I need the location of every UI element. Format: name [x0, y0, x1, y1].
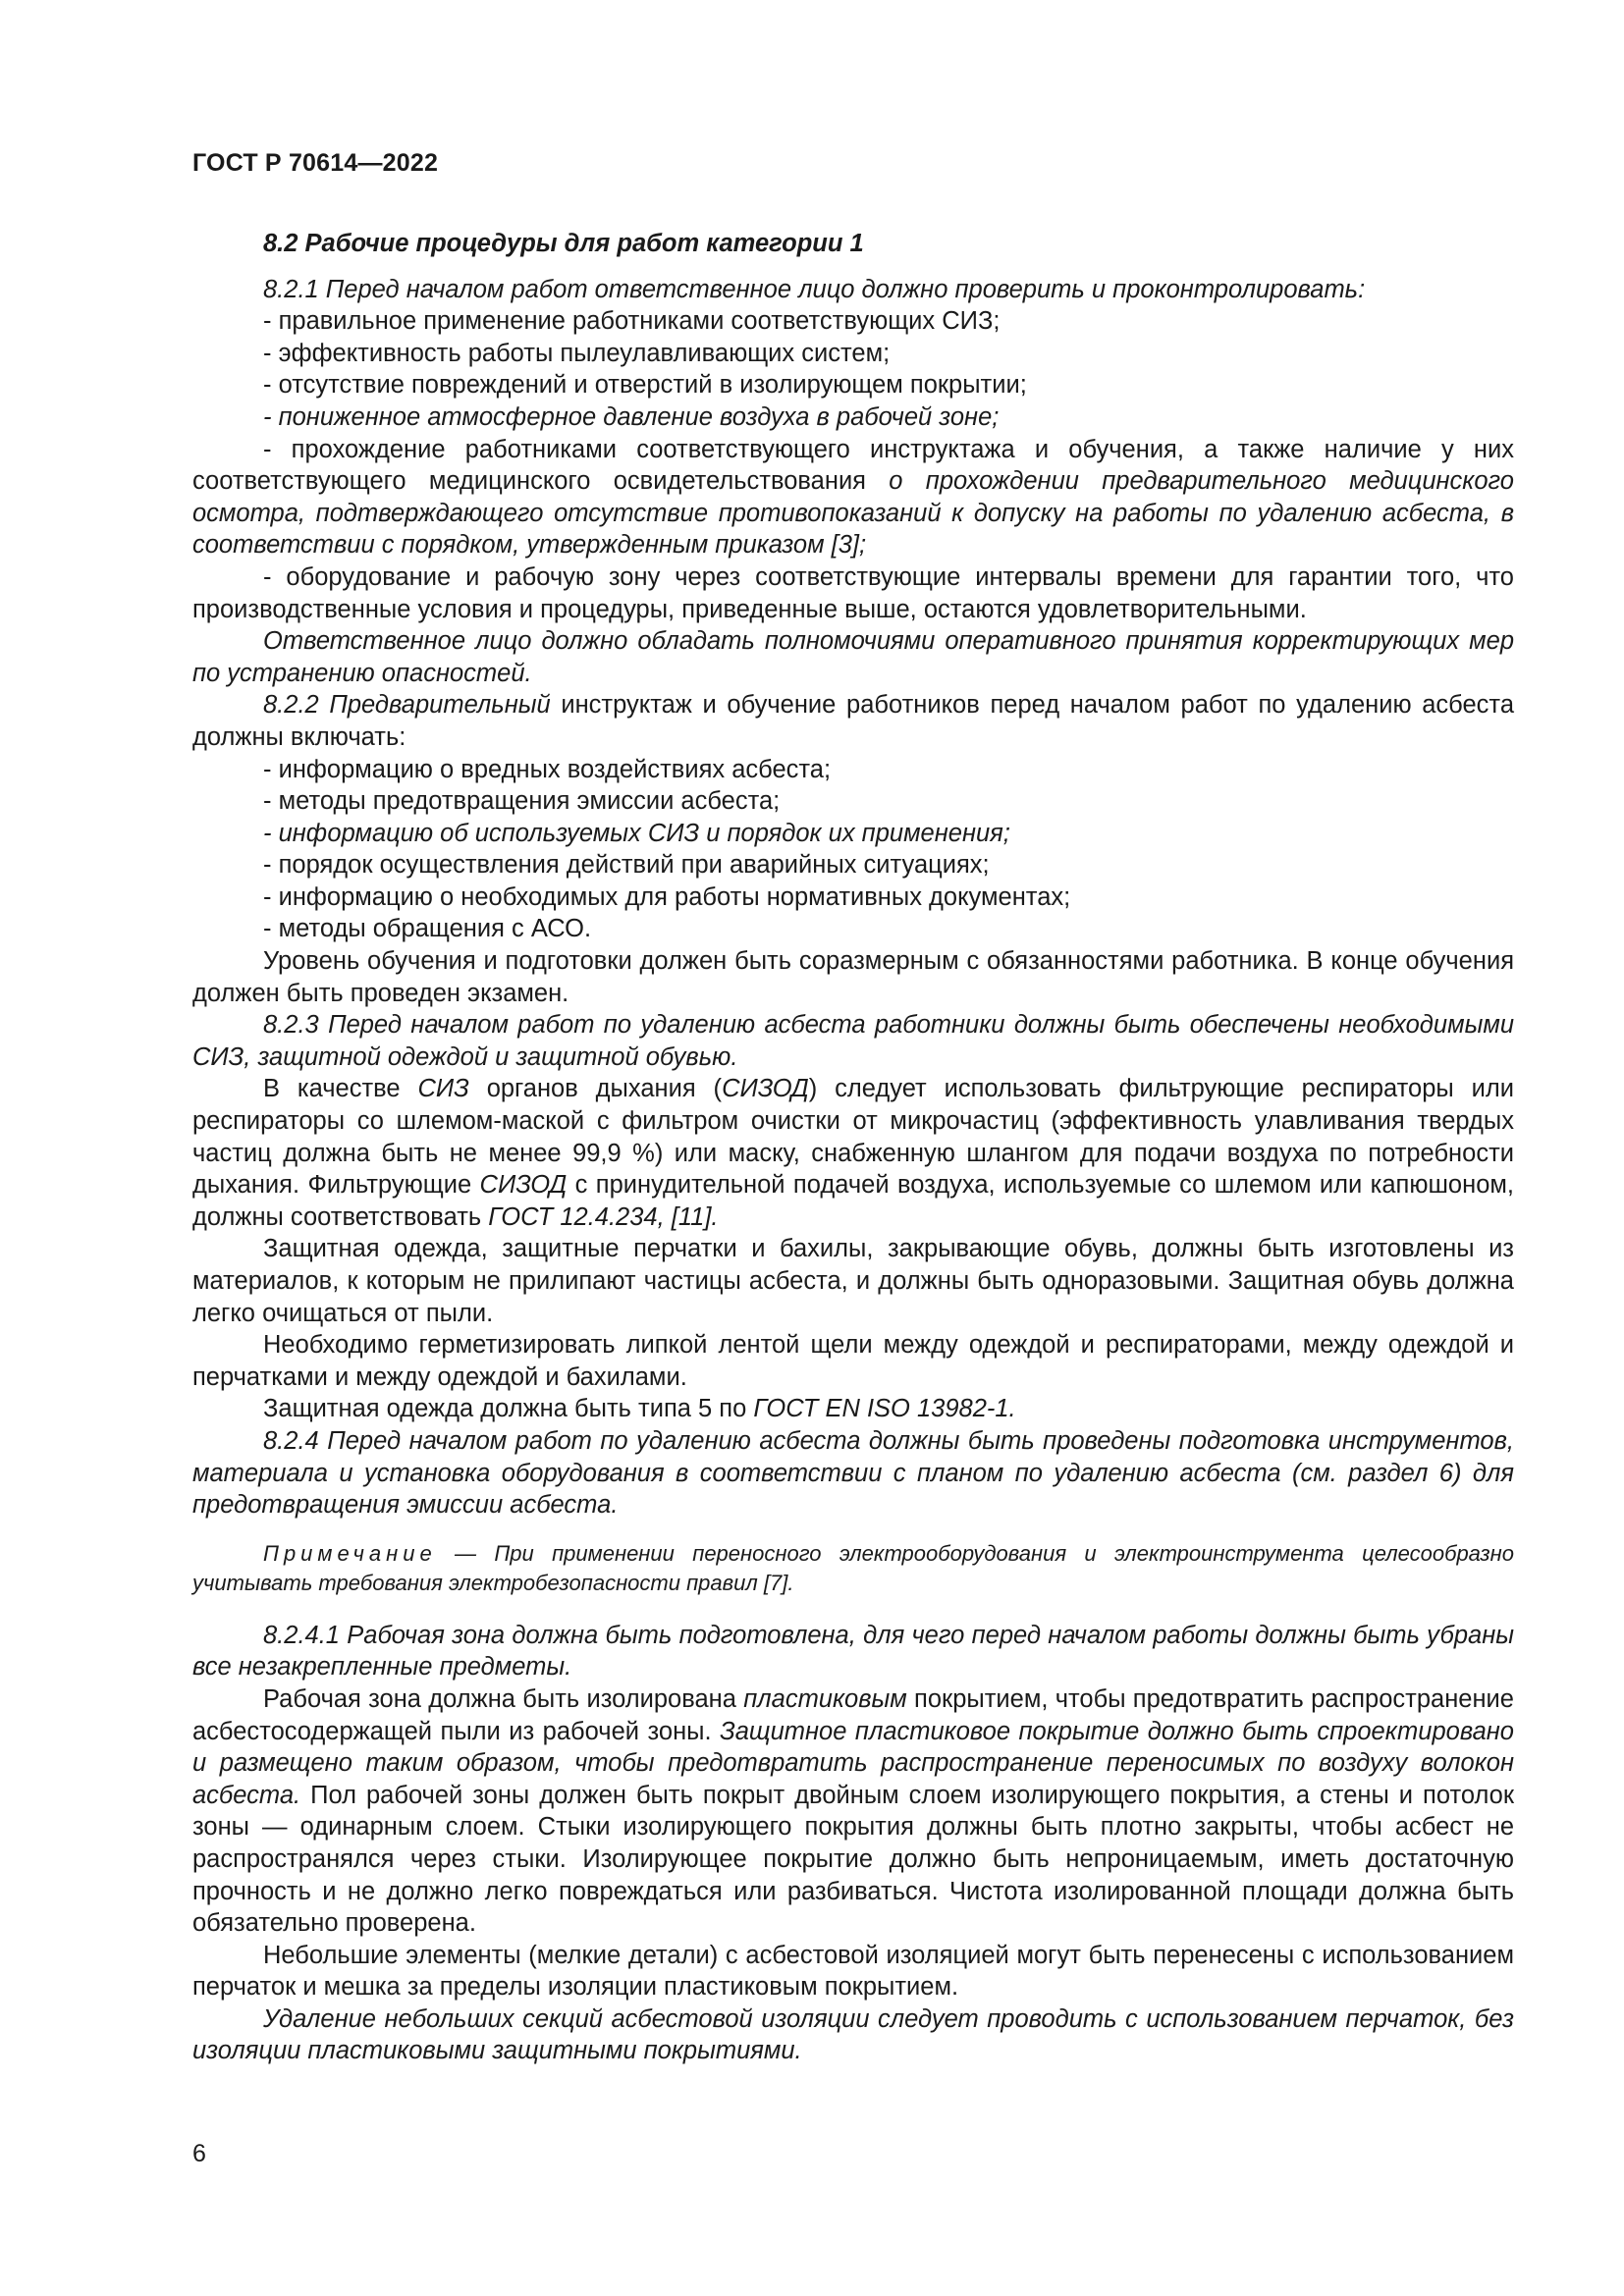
note-text: — При применении переносного электрооборудования и электроинструмента целесообразно учитывать требования электробезопасности правил [7]. [192, 1540, 1514, 1595]
text-run-italic: СИЗОД [479, 1171, 568, 1200]
text-run: Пол рабочей зоны должен быть покрыт двойным слоем изолирующего покрытия, а стены и потолок зоны — одинарным слоем. Стыки изолирующего покрытия должны быть плотно закрыты, чтобы асбест не распространялся через стыки. Изолирующее покрытие должно быть непроницаемым, иметь достаточную прочность и не должно легко повреждаться или разбиваться. Чистота изолированной площади должна быть обязательно проверена. [192, 1781, 1514, 1938]
note-label: Примечание [263, 1540, 437, 1566]
list-item [192, 434, 1514, 561]
text-run: с принудительной подачей воздуха, используемые со шлемом или капюшоном, должны соответствовать [192, 1171, 1514, 1231]
clause-8-2-1: 8.2.1 Перед началом работ ответственное лицо должно проверить и проконтролировать: [263, 275, 1366, 303]
text-run: Защитная одежда должна быть типа 5 по [263, 1395, 754, 1423]
clause-8-2-4: 8.2.4 Перед началом работ по удалению асбеста должны быть проведены подготовка инструментов, материала и установка оборудования в соответствии с планом по удалению асбеста (см. раздел 6) для предотвращения эмиссии асбеста. [192, 1426, 1514, 1520]
clause-text: инструктаж и обучение работников перед началом работ по удалению асбеста должны включать: [192, 691, 1515, 751]
paragraph: Небольшие элементы (мелкие детали) с асбестовой изоляцией могут быть перенесены с использованием перчаток и мешка за пределы изоляции пластиковым покрытием. [192, 1941, 1514, 2002]
list-item: - информацию об используемых СИЗ и порядок их применения; [263, 819, 1010, 847]
list-item: - порядок осуществления действий при аварийных ситуациях; [263, 851, 990, 880]
list-item: - оборудование и рабочую зону через соответствующие интервалы времени для гарантии того, что производственные условия и процедуры, приведенные выше, остаются удовлетворительными. [192, 562, 1514, 623]
document-code: ГОСТ Р 70614—2022 [192, 149, 439, 177]
text-run: покрытием, чтобы предотвратить распространение асбестосодержащей пыли из рабочей зоны. [192, 1684, 1514, 1745]
list-item: - методы предотвращения эмиссии асбеста; [263, 787, 781, 816]
text-run: ) следует использовать фильтрующие респираторы или респираторы со шлемом-маской с фильтром очистки от микрочастиц (эффективность улавливания твердых частиц должна быть не менее 99,9 %) или маску, снабженную шлангом для подачи воздуха по потребности дыхания. Фильтрующие [192, 1075, 1514, 1200]
text-run-italic: Защитное пластиковое покрытие должно быть спроектировано и размещено таким образом, чтобы предотвратить распространение переносимых по воздуху волокон асбеста. [192, 1717, 1514, 1809]
clause-8-2-2 [192, 689, 1514, 753]
list-item: - информацию о необходимых для работы нормативных документах; [263, 882, 1071, 911]
text-run-italic: пластиковым [743, 1684, 907, 1713]
text-run: В качестве [263, 1075, 418, 1103]
clause-lead-italic: 8.2.2 Предварительный [263, 691, 551, 720]
page-number: 6 [192, 2140, 206, 2167]
text-run-italic: ГОСТ 12.4.234, [11]. [488, 1202, 719, 1231]
list-item: - пониженное атмосферное давление воздуха в рабочей зоне; [263, 402, 1000, 431]
paragraph: Ответственное лицо должно обладать полномочиями оперативного принятия корректирующих мер по устранению опасностей. [192, 627, 1514, 687]
paragraph: Необходимо герметизировать липкой лентой щели между одеждой и респираторами, между одеждой и перчатками и между одеждой и бахилами. [192, 1331, 1514, 1391]
clause-8-2-3: 8.2.3 Перед началом работ по удалению асбеста работники должны быть обеспечены необходимыми СИЗ, защитной одеждой и защитной обувью. [192, 1011, 1514, 1071]
list-item: - правильное применение работниками соответствующих СИЗ; [263, 307, 1001, 336]
document-body [192, 228, 1514, 2067]
section-title: 8.2 Рабочие процедуры для работ категории 1 [263, 230, 864, 257]
text-run-italic: СИЗОД [722, 1075, 809, 1103]
text-run-italic: ГОСТ EN ISO 13982-1. [753, 1395, 1016, 1423]
paragraph: Уровень обучения и подготовки должен быть соразмерным с обязанностями работника. В конце обучения должен быть проведен экзамен. [192, 947, 1514, 1007]
paragraph: Защитная одежда, защитные перчатки и бахилы, закрывающие обувь, должны быть изготовлены из материалов, к которым не прилипают частицы асбеста, и должны быть одноразовыми. Защитная обувь должна легко очищаться от пыли. [192, 1235, 1514, 1327]
list-item: - эффективность работы пылеулавливающих систем; [263, 339, 891, 367]
text-run: органов дыхания ( [468, 1075, 723, 1103]
clause-8-2-4-1: 8.2.4.1 Рабочая зона должна быть подготовлена, для чего перед началом работы должны быть убраны все незакрепленные предметы. [192, 1621, 1514, 1682]
list-item: - информацию о вредных воздействиях асбеста; [263, 755, 832, 783]
paragraph [192, 1393, 1514, 1425]
paragraph [192, 1683, 1514, 1940]
text-run: Рабочая зона должна быть изолирована [263, 1684, 744, 1713]
paragraph [192, 1073, 1514, 1233]
note [192, 1539, 1514, 1598]
item-text: - прохождение работниками соответствующего инструктажа и обучения, а также наличие у них соответствующего медицинского освидетельствования [192, 435, 1514, 496]
text-run-italic: СИЗ [417, 1075, 469, 1103]
list-item: - методы обращения с АСО. [263, 915, 592, 943]
item-text-italic: о прохождении предварительного медицинского осмотра, подтверждающего отсутствие противопоказаний к допуску на работы по удалению асбеста, в соответствии с порядком, утвержденным приказом [3]; [192, 467, 1514, 560]
list-item: - отсутствие повреждений и отверстий в изолирующем покрытии; [263, 371, 1027, 400]
paragraph: Удаление небольших секций асбестовой изоляции следует проводить с использованием перчаток, без изоляции пластиковыми защитными покрытиями. [192, 2004, 1514, 2065]
